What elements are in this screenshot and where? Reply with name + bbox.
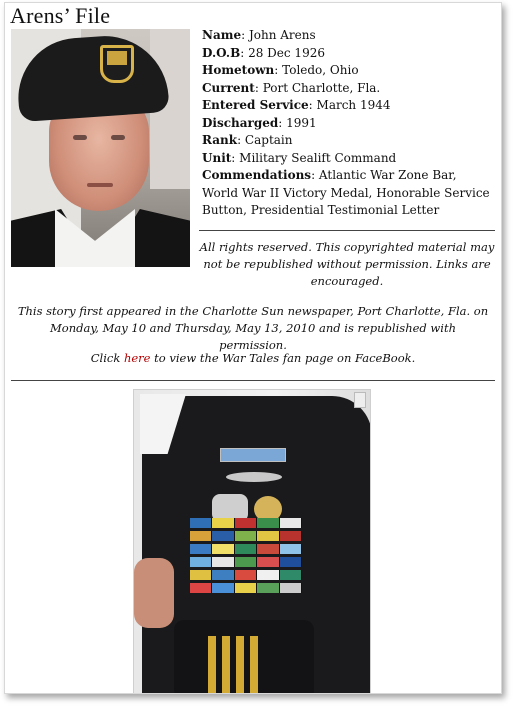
divider [199, 230, 495, 231]
field-label: Unit [202, 150, 232, 165]
field-commendations: Commendations: Atlantic War Zone Bar, World War II Victory Medal, Honorable Service Button, Presidential Testimonial Letter [202, 168, 490, 217]
field-current: Current: Port Charlotte, Fla. [202, 80, 381, 95]
eye [111, 135, 125, 140]
link-suffix: to view the War Tales fan page on FaceBook. [150, 351, 416, 365]
link-prefix: Click [90, 351, 124, 365]
hand [134, 558, 174, 628]
facebook-link[interactable]: here [123, 351, 151, 365]
ribbon-rack [190, 518, 302, 596]
field-label: Discharged [202, 115, 279, 130]
field-rank: Rank: Captain [202, 133, 293, 147]
field-value: Port Charlotte, Fla. [262, 80, 381, 95]
field-dob: D.O.B: 28 Dec 1926 [202, 45, 325, 60]
field-entered-service: Entered Service: March 1944 [202, 98, 391, 112]
document-page [4, 2, 502, 694]
field-name: Name: John Arens [202, 28, 316, 42]
image-scroll-icon [354, 392, 366, 408]
field-hometown: Hometown: Toledo, Ohio [202, 63, 359, 77]
field-value: March 1944 [316, 98, 391, 112]
ribbon-row [190, 570, 302, 580]
sleeve-stripe [236, 636, 244, 694]
field-label: Commendations [202, 168, 312, 182]
divider [11, 380, 495, 381]
beret-badge-icon [100, 45, 134, 83]
field-label: Name [202, 28, 242, 42]
sleeve-stripe [222, 636, 230, 694]
page-title: Arens’ File [10, 3, 111, 28]
field-value: Toledo, Ohio [282, 63, 359, 77]
sleeve-stripe [250, 636, 258, 694]
mouth [87, 183, 113, 187]
field-value: 28 Dec 1926 [248, 45, 325, 60]
field-value: Atlantic War Zone Bar, World War II Victory Medal, Honorable Service Button, Presidential Testimonial Letter [202, 168, 490, 217]
field-value: Military Sealift Command [239, 150, 397, 165]
field-value: John Arens [248, 28, 316, 42]
wings-badge-icon [226, 472, 282, 482]
field-label: Current [202, 80, 255, 95]
field-value: Captain [244, 133, 293, 147]
ribbon-row [190, 544, 302, 554]
uniform-photo [133, 389, 371, 694]
portrait-photo [11, 29, 190, 267]
rights-notice: All rights reserved. This copyrighted material may not be republished without permission. Links are encouraged. [199, 240, 495, 288]
facebook-link-line [17, 351, 489, 365]
ribbon-row [190, 557, 302, 567]
story-notice: This story first appeared in the Charlotte Sun newspaper, Port Charlotte, Fla. on Monday, May 10 and Thursday, May 13, 2010 and is republished with permission. [17, 304, 489, 352]
field-discharged: Discharged: 1991 [202, 115, 317, 130]
sleeve [174, 620, 314, 694]
field-label: Rank [202, 133, 238, 147]
sleeve-stripe [208, 636, 216, 694]
field-label: Entered Service [202, 98, 309, 112]
profile-info [202, 27, 492, 220]
field-value: 1991 [286, 115, 317, 130]
eye [73, 135, 87, 140]
field-label: Hometown [202, 63, 275, 77]
ribbon-row [190, 583, 302, 593]
ribbon-row [190, 531, 302, 541]
field-unit: Unit: Military Sealift Command [202, 150, 397, 165]
infantry-badge-icon [220, 448, 286, 462]
ribbon-row [190, 518, 302, 528]
field-label: D.O.B [202, 45, 241, 60]
